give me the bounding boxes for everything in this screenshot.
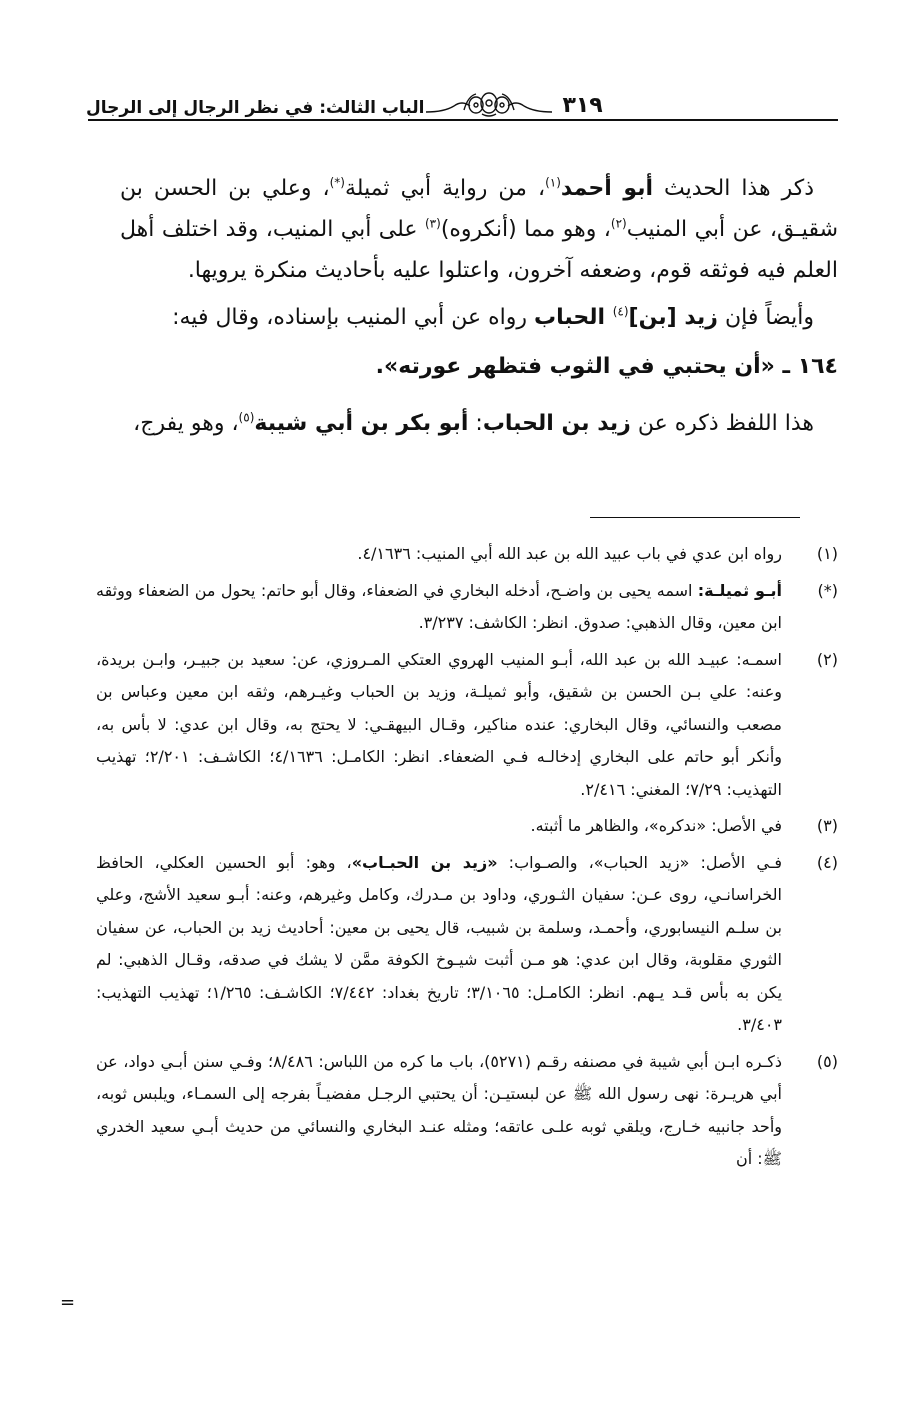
footnote-text: اسمـه: عبيـد الله بن عبد الله، أبـو المنيب الهروي العتكي المـروزي، عن: سعيد بن جبيـر، وابـن بريدة، وعنه: علي بـن الحسن بن شقيق، وأبو ثميلـة، وزيد بن الحباب وغيـرهم، وثقه ابن معين وعباس بن مصعب والنسائي، وقال البخاري: عنده مناكير، وقـال البيهقـي: لا يحتج به، وقال ابن عدي: لا بأس به، وأنكر أبو حاتم على البخاري إدخالـه فـي الضعفاء. انظر: الكامـل: ٤/١٦٣٦؛ الكاشـف: ٢/٢٠١؛ تهذيب التهذيب: ٧/٢٩؛ المغني: ٢/٤١٦.: [96, 649, 783, 799]
footnotes: [96, 538, 838, 1180]
footnote-marker: (١): [816, 544, 838, 563]
footnote-text: رواه ابن عدي في باب عبيد الله بن عبد الله أبي المنيب: ٤/١٦٣٦.: [357, 544, 782, 563]
footnote-marker: (٤): [816, 852, 838, 872]
footnote-separator: [590, 517, 800, 518]
footnote-marker: (٣): [816, 816, 838, 835]
paragraph: ذكر هذا الحديث أبو أحمد$^{(١)}$، من رواية أبي ثميلة(*)، وعلي بن الحسن بن شقيـق، عن أبي المنيب$^{(٢)}$، وهو مما (أنكروه)$^{(٣)}$ على أبي المنيب، وقد اختلف أهل العلم فيه فوثقه قوم، وضعفه آخرون، واعتلوا عليه بأحاديث منكرة يرويها.: [120, 175, 839, 283]
continuation-mark: =: [60, 1292, 76, 1313]
footnote-item: [96, 538, 838, 571]
footnote-text: في الأصل: «ندكره»، والظاهر ما أثبته.: [530, 816, 782, 835]
footnote-marker: (٥): [816, 1051, 838, 1071]
footnote-text: فـي الأصل: «زيد الحباب»، والصـواب: «زيد بن الحبـاب»، وهو: أبو الحسين العكلي، الحافظ الخراسانـي، روى عـن: سفيان الثـوري، وداود بن مـدرك، وكامل وغيرهم، وعنه: أبـو سعيد الأشج، وعلي بن سلـم النيسابوري، وأحمـد، وسلمة بن شبيب، قال يحيى بن معين: أحاديث زيد بن الحباب، عن سفيان الثوري مقلوبة، وقال ابن عدي: هو مـن أثبت شيـوخ الكوفة ممَّن لا يشك في صدقه، وقـال الذهبي: لم يكن به بأس قـد يـهم. انظر: الكامـل: ٣/١٠٦٥؛ تاريخ بغداد: ٧/٤٤٢؛ الكاشـف: ١/٢٦٥؛ تهذيب التهذيب: ٣/٤٠٣.: [96, 852, 783, 1034]
footnote-marker: (٢): [816, 649, 838, 669]
footnote-ref: (٤): [612, 304, 629, 319]
footnote-text: أبـو ثميلـة: اسمه يحيى بن واضـح، أدخله البخاري في الضعفاء، وقال أبو حاتم: يحول من الضعفاء ووثقه ابن معين، وقال الذهبي: صدوق. انظر: الكاشف: ٣/٢٣٧.: [96, 580, 782, 632]
footnote-item: [96, 644, 838, 807]
footnote-item: [96, 847, 838, 1042]
running-title: الباب الثالث: في نظر الرجال إلى الرجال: [86, 98, 425, 118]
footnote-text: ذكـره ابـن أبي شيبة في مصنفه رقـم (٥٢٧١)، باب ما كره من اللباس: ٨/٤٨٦؛ وفـي سنن أبـي دواد، عن أبي هريـرة: نهى رسول الله ﷺ عن لبستيـن: أن يحتبي الرجـل مفضيـاً بفرجه إلى السمـاء، ويلبس ثوبه، وأحد جانبيه خـارج، ويلقي ثوبه علـى عاتقه؛ ومثله عنـد البخاري والنسائي من حديث أبـي سعيد الخدري ﷺ: أن: [96, 1051, 783, 1168]
footnote-ref: (*): [329, 175, 345, 190]
paragraph: وأيضاً فإن زيد [بن]$^{(٤)}$ الحباب رواه عن أبي المنيب بإسناده، وقال فيه:: [172, 304, 814, 330]
footnote-item: [96, 1046, 838, 1176]
footnote-marker: (*): [817, 580, 838, 600]
hadith-text: ١٦٤ ـ «أن يحتبي في الثوب فتظهر عورته».: [375, 354, 838, 379]
page-number: ٣١٩: [562, 93, 603, 118]
header-rule: [88, 119, 838, 121]
footnote-ref: (٣): [424, 216, 441, 231]
footnote-ref: (٢): [610, 216, 627, 231]
footnote-ref: (١): [545, 175, 561, 190]
main-text: [120, 168, 838, 444]
page-header: [86, 82, 838, 118]
paragraph: هذا اللفظ ذكره عن زيد بن الحباب: أبو بكر بن أبي شيبة$^{(٥)}$، وهو يفرج،: [133, 410, 814, 436]
footnote-item: [96, 575, 838, 640]
footnote-item: [96, 810, 838, 843]
footnote-ref: (٥): [238, 410, 255, 425]
ornament-icon: [424, 88, 554, 118]
